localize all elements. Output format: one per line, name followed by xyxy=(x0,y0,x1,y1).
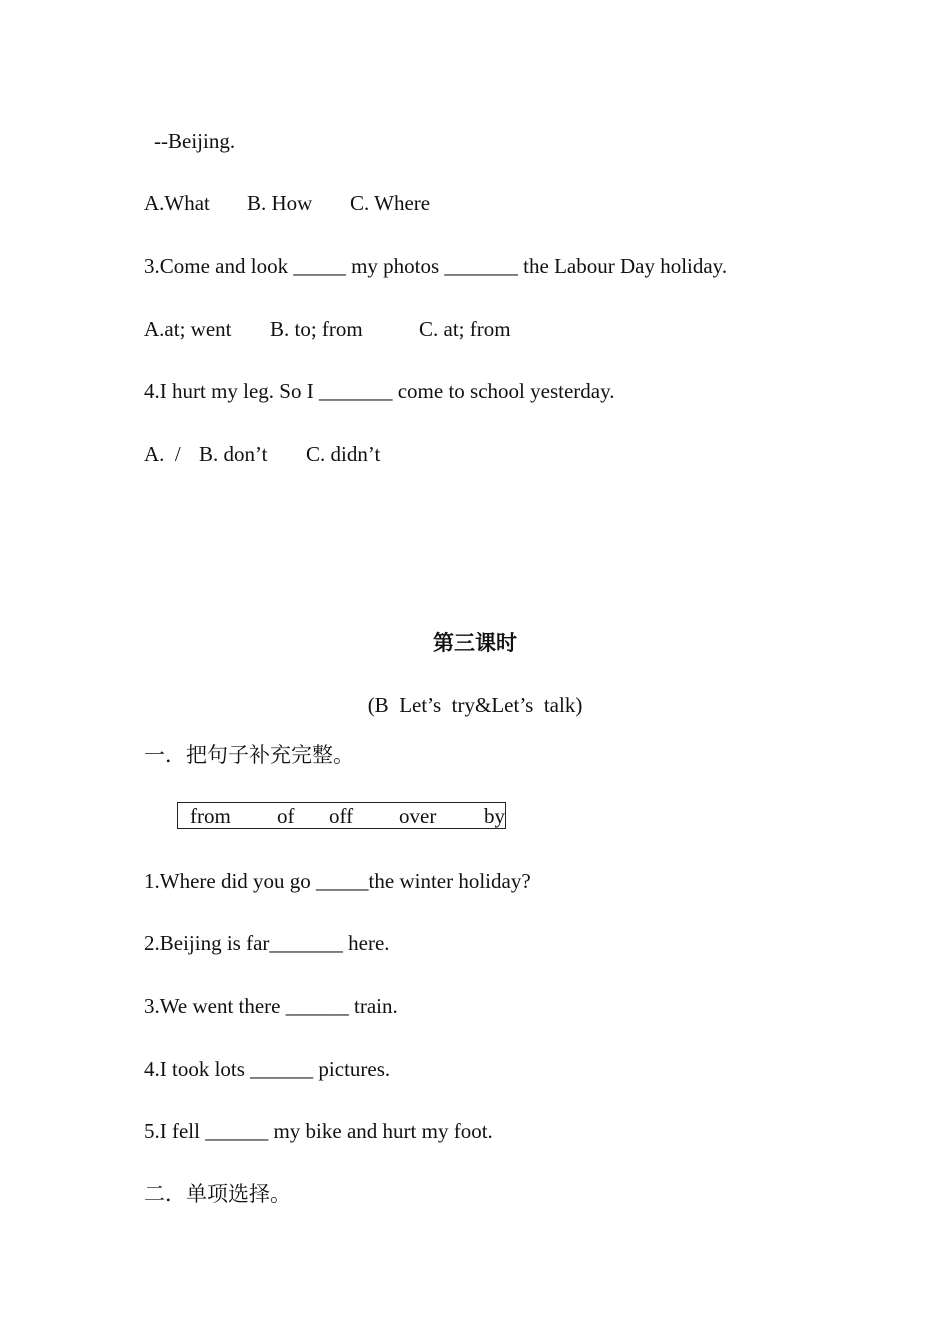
word-bank-item: by xyxy=(484,804,505,828)
option-b: B. How xyxy=(247,191,313,215)
section-2-heading: 二．单项选择。 xyxy=(144,1182,291,1206)
word-bank-item: of xyxy=(277,804,295,828)
word-bank xyxy=(177,802,506,829)
fill-question-5: 5.I fell ______ my bike and hurt my foot. xyxy=(144,1119,493,1143)
fill-question-2: 2.Beijing is far_______ here. xyxy=(144,931,390,955)
option-a: A.What xyxy=(144,191,210,215)
word-bank-item: off xyxy=(329,804,354,828)
lesson-title: 第三课时 xyxy=(433,631,517,655)
option-a: A.at; went xyxy=(144,317,232,341)
lesson-subtitle: (B Let’s try&Let’s talk) xyxy=(367,693,583,717)
word-bank-item: over xyxy=(399,804,437,828)
fill-question-4: 4.I took lots ______ pictures. xyxy=(144,1057,391,1081)
option-b: B. don’t xyxy=(199,442,268,466)
word-bank-item: from xyxy=(190,804,231,828)
question-2-answer: --Beijing. xyxy=(154,129,236,153)
option-b: B. to; from xyxy=(270,317,363,341)
fill-question-3: 3.We went there ______ train. xyxy=(144,994,398,1018)
question-4: 4.I hurt my leg. So I _______ come to school yesterday. xyxy=(144,379,615,403)
section-1-heading: 一．把句子补充完整。 xyxy=(144,743,354,767)
option-c: C. Where xyxy=(350,191,431,215)
fill-question-1: 1.Where did you go _____the winter holiday? xyxy=(144,869,531,893)
option-c: C. at; from xyxy=(419,317,511,341)
question-3: 3.Come and look _____ my photos _______ the Labour Day holiday. xyxy=(144,254,728,278)
option-c: C. didn’t xyxy=(306,442,381,466)
option-a: A. / xyxy=(144,442,181,466)
